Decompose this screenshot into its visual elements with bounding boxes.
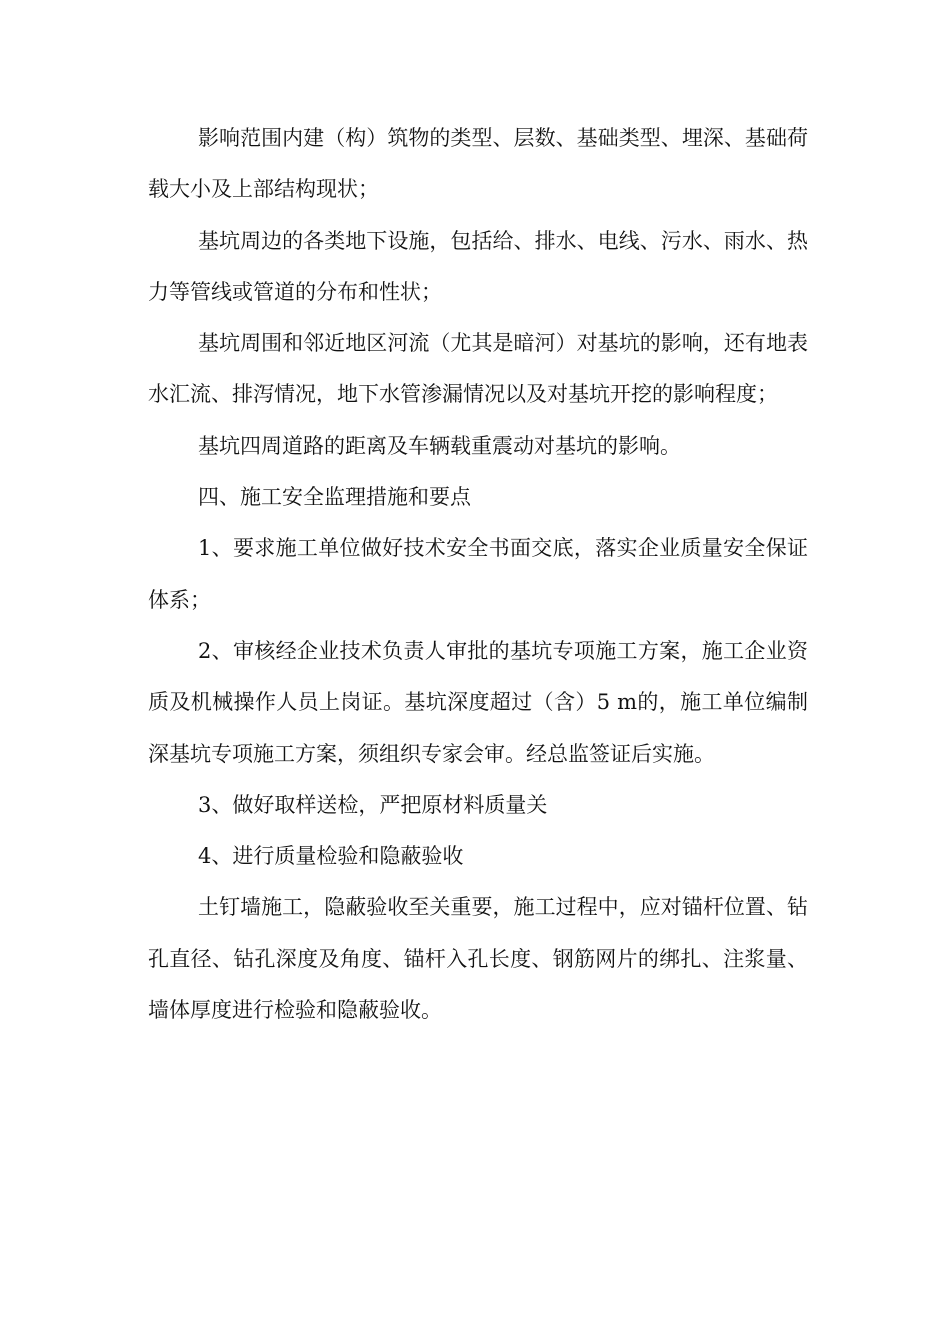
list-item-1: 1、要求施工单位做好技术安全书面交底，落实企业质量安全保证体系； — [148, 536, 808, 612]
paragraph-underground-facilities: 基坑周边的各类地下设施，包括给、排水、电线、污水、雨水、热力等管线或管道的分布和性状； — [148, 228, 808, 304]
document-body — [148, 113, 808, 1036]
list-item-3: 3、做好取样送检，严把原材料质量关 — [198, 792, 548, 817]
paragraph-rivers-water: 基坑周围和邻近地区河流（尤其是暗河）对基坑的影响，还有地表水汇流、排泻情况，地下水管渗漏情况以及对基坑开挖的影响程度； — [148, 331, 808, 407]
paragraph-roads-vehicles: 基坑四周道路的距离及车辆载重震动对基坑的影响。 — [198, 433, 681, 458]
list-item-2: 2、审核经企业技术负责人审批的基坑专项施工方案，施工企业资质及机械操作人员上岗证。基坑深度超过（含）5 m的，施工单位编制深基坑专项施工方案，须组织专家会审。经总监签证后实施。 — [148, 638, 808, 766]
section-heading-safety-measures: 四、施工安全监理措施和要点 — [198, 485, 471, 510]
list-item-4: 4、进行质量检验和隐蔽验收 — [198, 844, 464, 869]
paragraph-affected-buildings: 影响范围内建（构）筑物的类型、层数、基础类型、埋深、基础荷载大小及上部结构现状； — [148, 126, 808, 202]
paragraph-soil-nail-wall: 土钉墙施工，隐蔽验收至关重要，施工过程中，应对锚杆位置、钻孔直径、钻孔深度及角度、锚杆入孔长度、钢筋网片的绑扎、注浆量、墙体厚度进行检验和隐蔽验收。 — [148, 895, 808, 1023]
